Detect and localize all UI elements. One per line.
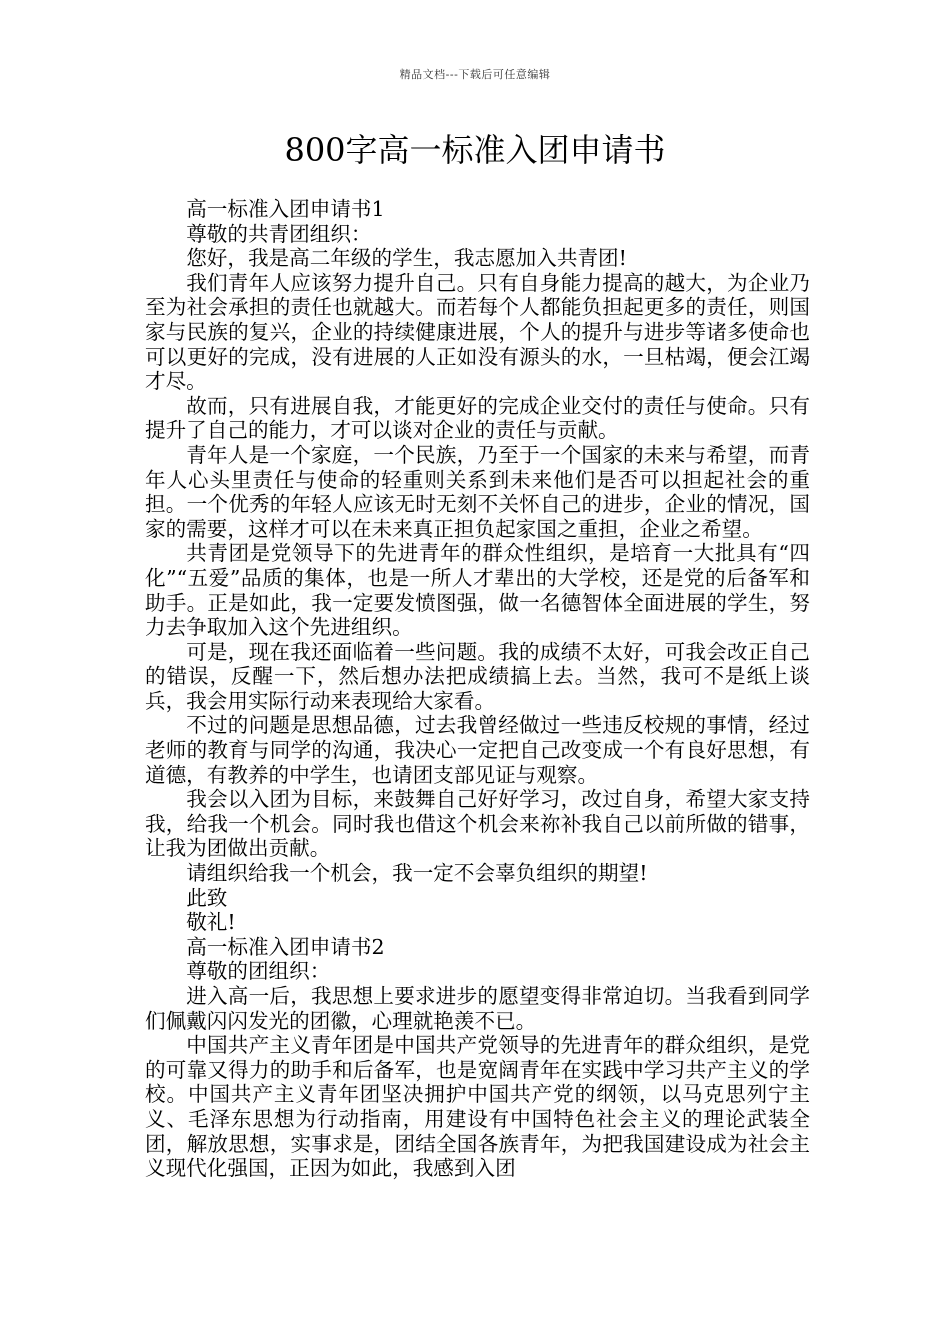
document-header: 精品文档---下载后可任意编辑 [399, 68, 551, 81]
closing-line: 敬礼! [186, 910, 236, 935]
body-paragraph: 中国共产主义青年团是中国共产党领导的先进青年的群众组织，是党的可靠又得力的助手和后备军，也是宽阔青年在实践中学习共产主义的学校。中国共产主义青年团坚决拥护中国共产党的纲领，以马克思列宁主义、毛泽东思想为行动指南，用建设有中国特色社会主义的理论武装全团，解放思想，实事求是，团结全国各族青年，为把我国建设成为社会主义现代化强国，正因为如此，我感到入团 [145, 1033, 810, 1181]
body-paragraph: 不过的问题是思想品德，过去我曾经做过一些违反校规的事情，经过老师的教育与同学的沟通，我决心一定把自己改变成一个有良好思想，有道德，有教养的中学生，也请团支部见证与观察。 [145, 713, 810, 787]
closing-line: 此致 [186, 885, 228, 910]
body-paragraph: 共青团是党领导下的先进青年的群众性组织，是培育一大批具有“四化”“五爱”品质的集体，也是一所人才辈出的大学校，还是党的后备军和助手。正是如此，我一定要发愤图强，做一名德智体全面进展的学生，努力去争取加入这个先进组织。 [145, 541, 810, 640]
body-paragraph: 我们青年人应该努力提升自己。只有自身能力提高的越大，为企业乃至为社会承担的责任也就越大。而若每个人都能负担起更多的责任，则国家与民族的复兴，企业的持续健康进展，个人的提升与进步等诸多使命也可以更好的完成，没有进展的人正如没有源头的水，一旦枯竭，便会江竭才尽。 [145, 270, 810, 394]
body-paragraph: 请组织给我一个机会，我一定不会辜负组织的期望! [186, 861, 648, 886]
section-heading: 高一标准入团申请书2 [186, 934, 385, 959]
body-paragraph: 青年人是一个家庭，一个民族，乃至于一个国家的未来与希望，而青年人心头里责任与使命的轻重则关系到未来他们是否可以担起社会的重担。一个优秀的年轻人应该无时无刻不关怀自己的进步，企业的情况，国家的需要，这样才可以在未来真正担负起家国之重担，企业之希望。 [145, 442, 810, 541]
body-paragraph: 可是，现在我还面临着一些问题。我的成绩不太好，可我会改正自己的错误，反醒一下，然后想办法把成绩搞上去。当然，我可不是纸上谈兵，我会用实际行动来表现给大家看。 [145, 639, 810, 713]
document-title: 800字高一标准入团申请书 [284, 131, 666, 169]
salutation: 尊敬的共青团组织： [186, 221, 372, 246]
body-paragraph: 故而，只有进展自我，才能更好的完成企业交付的责任与使命。只有提升了自己的能力，才可以谈对企业的责任与贡献。 [145, 393, 810, 443]
section-heading: 高一标准入团申请书1 [186, 197, 385, 221]
body-paragraph: 进入高一后，我思想上要求进步的愿望变得非常迫切。当我看到同学们佩戴闪闪发光的团徽，心理就艳羡不已。 [145, 984, 810, 1033]
salutation: 尊敬的团组织： [186, 959, 331, 984]
body-paragraph: 我会以入团为目标，来鼓舞自己好好学习，改过自身，希望大家支持我，给我一个机会。同时我也借这个机会来祢补我自己以前所做的错事，让我为团做出贡献。 [145, 787, 810, 861]
body-paragraph: 您好，我是高二年级的学生，我志愿加入共青团! [186, 246, 627, 271]
document-body [145, 197, 810, 1181]
